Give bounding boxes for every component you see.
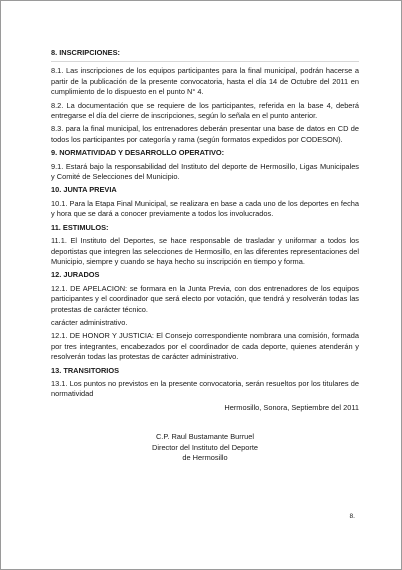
- signatory-name: C.P. Raul Bustamante Burruel: [155, 432, 255, 442]
- section-heading: 8. INSCRIPCIONES:: [51, 48, 120, 57]
- paragraph: 8.1. Las inscripciones de los equipos participantes para la final municipal, podrán hacerse a partir de la publicación de la presente convocatoria, hasta el día 14 de Octubre del 2011 en cumplimiento de lo dispuesto en el punto N° 4.: [51, 66, 359, 97]
- section-heading: 11. ESTIMULOS:: [51, 222, 109, 232]
- paragraph: 13.1. Los puntos no previstos en la presente convocatoria, serán resueltos por los titulares de normatividad: [51, 378, 359, 399]
- section-jurados: [51, 270, 359, 362]
- signatory-place: de Hermosillo: [182, 453, 228, 462]
- paragraph: 9.1. Estará bajo la responsabilidad del Instituto del deporte de Hermosillo, Ligas Municipales y Comité de Selecciones del Municipio.: [51, 161, 359, 182]
- paragraph: 8.2. La documentación que se requiere de los participantes, referida en la base 4, deberá entregarse el día del cierre de inscripciones, según lo señala en el punto anterior.: [51, 100, 359, 121]
- section-inscripciones: [51, 48, 359, 145]
- paragraph: carácter administrativo.: [51, 317, 128, 327]
- paragraph: 12.1. DE APELACION: se formara en la Junta Previa, con dos entrenadores de los equipos participantes y el coordinador que será electo por votación, que tendrá y resolverán todas las protestas de carácter técnico.: [51, 283, 359, 314]
- paragraph: 11.1. El Instituto del Deportes, se hace responsable de trasladar y uniformar a todos los deportistas que integren las selecciones de Hermosillo, en las diferentes representaciones del Municipio, siempre y cuando se haya hecho su inscripción en tiempo y forma.: [51, 236, 359, 266]
- section-transitorios: [51, 366, 359, 400]
- page-number: 8.: [349, 513, 355, 520]
- signatory-title: Director del Instituto del Deporte: [152, 442, 258, 452]
- document-body: [51, 48, 359, 463]
- paragraph: 12.1. DE HONOR Y JUSTICIA: El Consejo correspondiente nombrara una comisión, formada por tres integrantes, encabezados por el coordinador de cada deporte, quienes atenderán y resolverán todas las protestas de carácter administrativo.: [51, 331, 359, 362]
- heading-divider: [51, 61, 359, 62]
- paragraph: 8.3. para la final municipal, los entrenadores deberán presentar una base de datos en CD de todos los participantes por categoría y rama (según formatos expedidos por CODESON).: [51, 124, 359, 144]
- date-line: Hermosillo, Sonora, Septiembre del 2011: [224, 402, 359, 412]
- signature-block: [51, 432, 359, 463]
- section-heading: 13. TRANSITORIOS: [51, 365, 120, 375]
- section-heading: 10. JUNTA PREVIA: [51, 185, 117, 195]
- section-junta-previa: [51, 185, 359, 219]
- paragraph: 10.1. Para la Etapa Final Municipal, se realizara en base a cada uno de los deportes en fecha y hora que se dará a conocer previamente a todos los involucrados.: [51, 198, 359, 219]
- section-heading: 9. NORMATIVIDAD Y DESARROLLO OPERATIVO:: [51, 148, 225, 158]
- section-normatividad: [51, 148, 359, 182]
- section-estimulos: [51, 223, 359, 268]
- section-heading: 12. JURADOS: [51, 270, 100, 280]
